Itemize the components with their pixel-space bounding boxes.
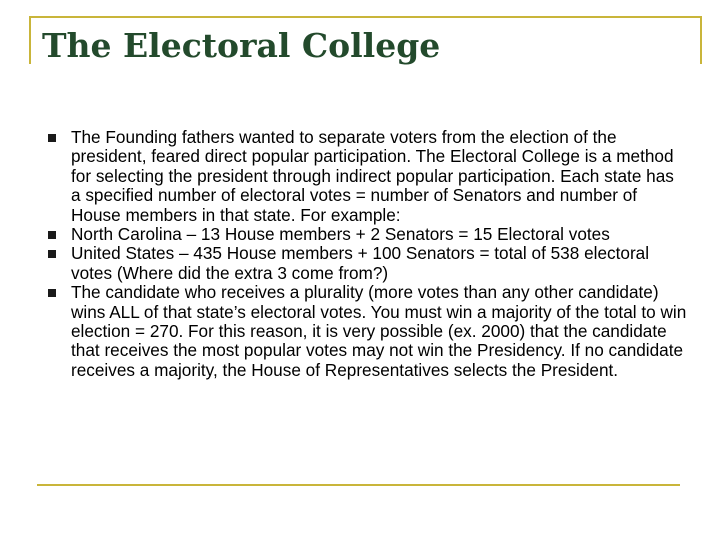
- slide-title: The Electoral College: [42, 26, 441, 65]
- frame-right-line: [700, 16, 702, 64]
- frame-left-line: [29, 16, 31, 64]
- bullet-text: The Founding fathers wanted to separate voters from the election of the president, feared direct popular participation. The Electoral College is a method for selecting the president through indirect popular participation. Each state has a specified number of electoral votes = number of Senators and number of House members in that state. For example:: [71, 127, 674, 225]
- bullet-text: The candidate who receives a plurality (more votes than any other candidate) wins ALL of that state’s electoral votes. You must win a majority of the total to win election = 270. For this reason, it is very possible (ex. 2000) that the candidate that receives the most popular votes may not win the Presidency. If no candidate receives a majority, the House of Representatives selects the President.: [71, 282, 687, 380]
- frame-bottom-line: [37, 484, 680, 486]
- bullet-text: United States – 435 House members + 100 Senators = total of 538 electoral votes (Where did the extra 3 come from?): [71, 243, 650, 283]
- bullet-item: [48, 283, 688, 380]
- bullet-text: North Carolina – 13 House members + 2 Senators = 15 Electoral votes: [71, 224, 610, 245]
- frame-top-line: [29, 16, 702, 18]
- bullet-list: [48, 128, 688, 380]
- square-bullet-icon: [48, 250, 56, 258]
- square-bullet-icon: [48, 231, 56, 239]
- bullet-item: [48, 225, 688, 244]
- bullet-item: [48, 244, 688, 283]
- bullet-item: [48, 128, 688, 225]
- square-bullet-icon: [48, 289, 56, 297]
- square-bullet-icon: [48, 134, 56, 142]
